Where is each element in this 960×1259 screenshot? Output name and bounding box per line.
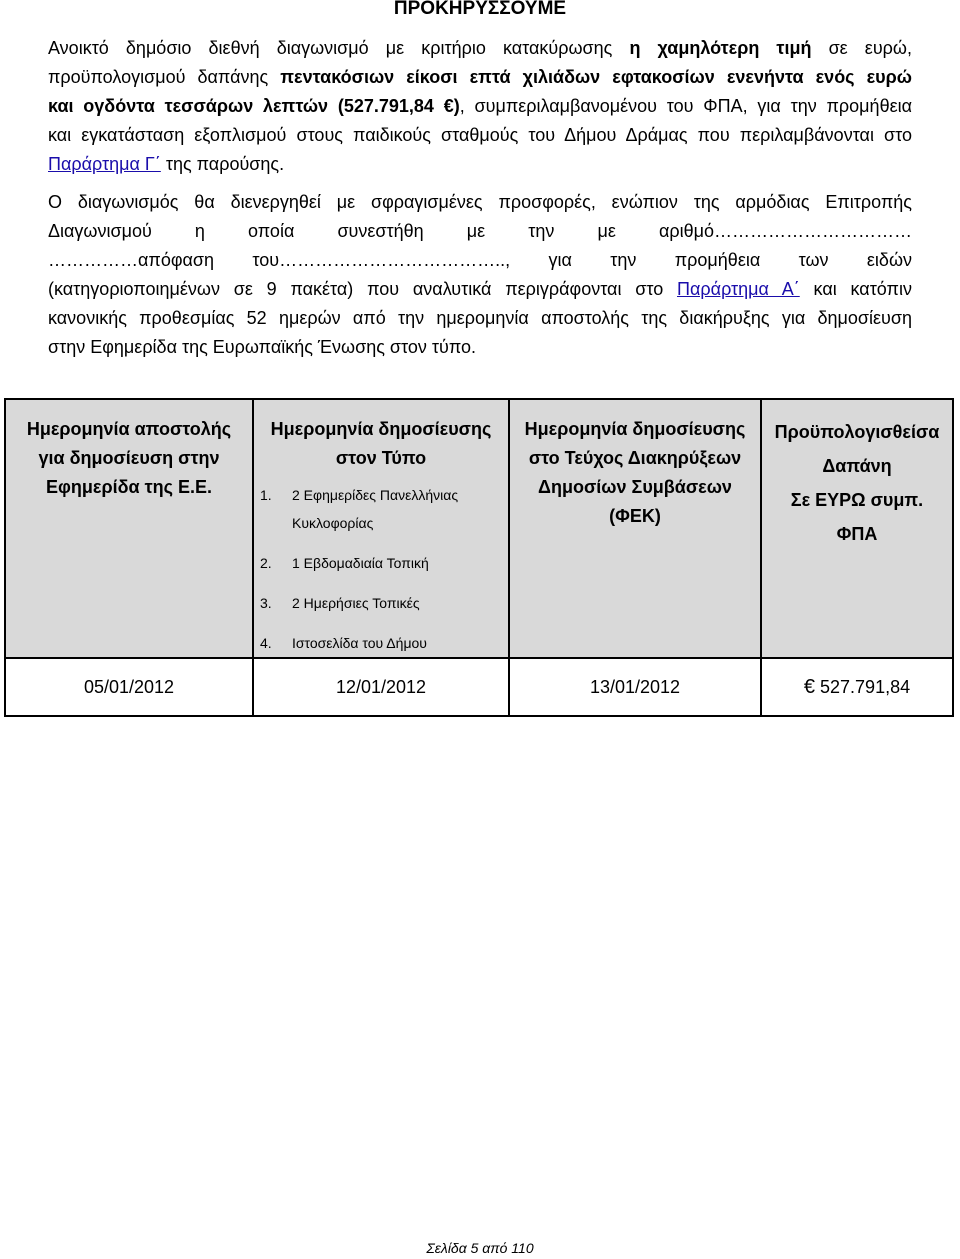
header-text: (ΦΕΚ): [609, 506, 661, 526]
paragraph-line: [48, 275, 912, 304]
annex-a-link[interactable]: Παράρτημα Α΄: [677, 279, 800, 299]
cell-press-date: 12/01/2012: [253, 658, 509, 716]
paragraph-line: [48, 34, 912, 63]
page-footer: Σελίδα 5 από 110: [426, 1240, 534, 1256]
paragraph-line: [48, 92, 912, 121]
announcement-paragraph: [48, 34, 912, 179]
procedure-paragraph: [48, 188, 912, 362]
text-segment: της παρούσης.: [160, 154, 285, 174]
header-text: Δαπάνη: [822, 456, 892, 476]
euro-icon: €: [803, 675, 816, 698]
list-item: 2. 1 Εβδομαδιαία Τοπική: [260, 555, 429, 571]
header-text: Ημερομηνία αποστολής: [26, 419, 232, 439]
header-text: Εφημερίδα της Ε.Ε.: [46, 477, 212, 497]
header-text: Προϋπολογισθείσα: [774, 422, 940, 442]
header-cell-ee-date: [5, 399, 253, 658]
bold-text: πεντακόσιων είκοσι επτά χιλιάδων εφτακοσίων ενενήντα ενός ευρώ: [280, 67, 912, 87]
header-text: Σε ΕΥΡΩ συμπ.: [790, 490, 924, 510]
paragraph-line: [48, 150, 912, 179]
cell-fek-date: 13/01/2012: [509, 658, 761, 716]
cell-ee-date: 05/01/2012: [5, 658, 253, 716]
publication-table: [4, 398, 954, 717]
annex-c-link[interactable]: Παράρτημα Γ΄: [48, 154, 161, 174]
header-text: για δημοσίευση στην: [38, 448, 220, 468]
paragraph-line: Ο διαγωνισμός θα διενεργηθεί με σφραγισμένες προσφορές, ενώπιον της αρμόδιας Επιτροπής: [48, 192, 912, 212]
paragraph-line: [48, 63, 912, 92]
paragraph-line: και εγκατάσταση εξοπλισμού στους παιδικούς σταθμούς του Δήμου Δράμας που περιλαμβάνονται στο: [48, 125, 912, 145]
paragraph-line: κανονικής προθεσμίας 52 ημερών από την ημερομηνία αποστολής της διακήρυξης για δημοσίευση: [48, 308, 912, 328]
document-heading: ΠΡΟΚΗΡΥΣΣΟΥΜΕ: [393, 0, 567, 19]
text-segment: , συμπεριλαμβανομένου του ΦΠΑ, για την προμήθεια: [459, 96, 913, 116]
header-cell-press-date: [253, 399, 509, 658]
list-item: 1. 2 Εφημερίδες Πανελλήνιας Κυκλοφορίας: [260, 487, 459, 531]
text-segment: προϋπολογισμού δαπάνης: [48, 67, 281, 87]
text-segment: (κατηγοριοποιημένων σε 9 πακέτα) που αναλυτικά περιγράφονται στο: [48, 279, 678, 299]
paragraph-line: στην Εφημερίδα της Ευρωπαϊκής Ένωσης στον τύπο.: [48, 337, 476, 357]
header-text: Ημερομηνία δημοσίευσης: [524, 419, 746, 439]
text-segment: Ανοικτό δημόσιο διεθνή διαγωνισμό με κριτήριο κατακύρωσης: [48, 38, 630, 58]
text-segment: και κατόπιν: [799, 279, 912, 299]
header-text: ΦΠΑ: [836, 524, 878, 544]
cell-budget: [761, 658, 953, 716]
paragraph-line: Διαγωνισμού η οποία συνεστήθη με την με αριθμό……………………………: [48, 221, 912, 241]
header-text: Δημοσίων Συμβάσεων: [538, 477, 732, 497]
header-text: Ημερομηνία δημοσίευσης: [270, 419, 492, 439]
bold-text: και ογδόντα τεσσάρων λεπτών (527.791,84 €): [48, 96, 460, 116]
header-cell-budget: [761, 399, 953, 658]
media-list: [254, 481, 508, 657]
list-item: 4. Ιστοσελίδα του Δήμου: [260, 635, 427, 651]
text-segment: σε ευρώ,: [811, 38, 912, 58]
header-cell-fek-date: [509, 399, 761, 658]
paragraph-line: ……………απόφαση του……………………………….., για την προμήθεια των ειδών: [48, 250, 912, 270]
list-item: 3. 2 Ημερήσιες Τοπικές: [260, 595, 420, 611]
bold-text: η χαμηλότερη τιμή: [629, 38, 812, 58]
header-text: στον Τύπο: [335, 448, 427, 468]
header-text: στο Τεύχος Διακηρύξεων: [528, 448, 742, 468]
table-header-row: [5, 399, 953, 658]
table-row: [5, 658, 953, 716]
amount-text: 527.791,84: [815, 676, 911, 697]
